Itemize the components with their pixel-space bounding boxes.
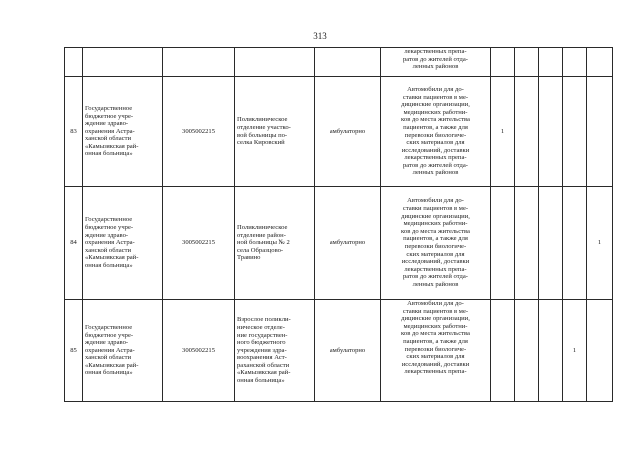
text-line: исследований, доставки bbox=[401, 146, 470, 154]
row-number: 84 bbox=[65, 187, 83, 300]
count-cell bbox=[539, 300, 563, 402]
department-name bbox=[235, 300, 315, 402]
cell-empty bbox=[563, 48, 587, 77]
care-type: амбулаторно bbox=[315, 77, 381, 187]
text-line: ских материалов для bbox=[406, 250, 465, 258]
text-line: отделение участко- bbox=[237, 123, 291, 131]
text-line: лекарственных препа- bbox=[404, 154, 467, 162]
text-line: ских материалов для bbox=[406, 139, 465, 147]
organization-code: 3005002215 bbox=[163, 77, 235, 187]
row-number: 83 bbox=[65, 77, 83, 187]
text-line: воохранения Аст- bbox=[237, 354, 287, 362]
text-line: Взрослое поликли- bbox=[237, 316, 291, 324]
count-cell bbox=[539, 77, 563, 187]
count-cell bbox=[563, 187, 587, 300]
text-line: ратов до жителей отда- bbox=[403, 55, 468, 63]
table-row bbox=[65, 77, 613, 187]
department-name bbox=[235, 77, 315, 187]
cell-empty bbox=[65, 48, 83, 77]
text-line: селка Кировский bbox=[237, 139, 285, 147]
text-line: ние государствен- bbox=[237, 331, 288, 339]
text-line: вой больницы по- bbox=[237, 131, 288, 139]
table-row bbox=[65, 187, 613, 300]
text-line: охранения Астра- bbox=[85, 127, 135, 135]
continuation-row bbox=[65, 48, 613, 77]
text-line: ленных районов bbox=[412, 280, 459, 288]
text-line: ленных районов bbox=[412, 63, 459, 71]
organization-code: 3005002215 bbox=[163, 187, 235, 300]
text-line: охранения Астра- bbox=[85, 239, 135, 247]
text-line: ратов до жителей отда- bbox=[403, 161, 468, 169]
text-line: онная больница» bbox=[85, 150, 133, 158]
text-line: «Камызякская рай- bbox=[237, 369, 291, 377]
text-line: бюджетное учре- bbox=[85, 224, 134, 232]
text-line: ханской области bbox=[85, 246, 131, 254]
text-line: лекарственных препа- bbox=[404, 368, 467, 376]
text-line: ханской области bbox=[85, 135, 131, 143]
text-line: Государственное bbox=[85, 104, 133, 112]
text-line: ного бюджетного bbox=[237, 339, 286, 347]
text-line: онная больница» bbox=[237, 377, 285, 385]
text-line: ставки пациентов в ме- bbox=[402, 307, 469, 315]
organization-name bbox=[83, 300, 163, 402]
text-line: «Камызякская рай- bbox=[85, 142, 139, 150]
organization-code: 3005002215 bbox=[163, 300, 235, 402]
text-line: пациентов, а также для bbox=[403, 337, 468, 345]
text-line: учреждения здра- bbox=[237, 346, 287, 354]
text-line: ставки пациентов в ме- bbox=[402, 205, 469, 213]
text-line: онная больница» bbox=[85, 261, 133, 269]
count-cell bbox=[515, 300, 539, 402]
table-row bbox=[65, 300, 613, 402]
text-line: онная больница» bbox=[85, 369, 133, 377]
row-number: 85 bbox=[65, 300, 83, 402]
text-line: «Камызякская рай- bbox=[85, 254, 139, 262]
cell-empty bbox=[587, 48, 613, 77]
text-line: дицинские организации, bbox=[401, 101, 470, 109]
text-line: «Камызякская рай- bbox=[85, 361, 139, 369]
text-line: села Образцово- bbox=[237, 246, 284, 254]
text-line: Государственное bbox=[85, 216, 133, 224]
text-line: дицинские организации, bbox=[401, 315, 470, 323]
department-name bbox=[235, 187, 315, 300]
care-type: амбулаторно bbox=[315, 187, 381, 300]
text-line: медицинских работни- bbox=[403, 108, 468, 116]
text-line: перевозки биологиче- bbox=[404, 131, 467, 139]
count-cell: 1 bbox=[563, 300, 587, 402]
text-line: ставки пациентов в ме- bbox=[402, 93, 469, 101]
text-line: отделение район- bbox=[237, 231, 286, 239]
cell-empty bbox=[83, 48, 163, 77]
text-line: ническое отделе- bbox=[237, 323, 285, 331]
text-line: исследований, доставки bbox=[401, 360, 470, 368]
vehicle-purpose bbox=[381, 77, 491, 187]
text-line: лекарственных препа- bbox=[404, 48, 467, 55]
count-cell bbox=[491, 300, 515, 402]
text-line: медицинских работни- bbox=[403, 322, 468, 330]
text-line: Государственное bbox=[85, 323, 133, 331]
text-line: бюджетное учре- bbox=[85, 331, 134, 339]
text-line: Поликлиническое bbox=[237, 116, 288, 124]
text-line: Автомобили для до- bbox=[407, 197, 464, 205]
count-cell: 1 bbox=[587, 187, 613, 300]
text-line: ханской области bbox=[85, 354, 131, 362]
vehicle-purpose bbox=[381, 187, 491, 300]
cell-empty bbox=[491, 48, 515, 77]
text-line: раханской области bbox=[237, 361, 290, 369]
text-line: Автомобили для до- bbox=[407, 85, 464, 93]
text-line: Автомобили для до- bbox=[407, 300, 464, 307]
text-line: ной больницы № 2 bbox=[237, 239, 290, 247]
count-cell bbox=[491, 187, 515, 300]
text-line: медицинских работни- bbox=[403, 220, 468, 228]
count-cell bbox=[539, 187, 563, 300]
text-line: лекарственных препа- bbox=[404, 265, 467, 273]
cell-empty bbox=[315, 48, 381, 77]
text-line: дицинские организации, bbox=[401, 212, 470, 220]
cell-empty bbox=[163, 48, 235, 77]
text-line: перевозки биологиче- bbox=[404, 345, 467, 353]
text-line: пациентов, а также для bbox=[403, 123, 468, 131]
text-line: охранения Астра- bbox=[85, 346, 135, 354]
count-cell bbox=[587, 300, 613, 402]
organization-name bbox=[83, 77, 163, 187]
count-cell bbox=[563, 77, 587, 187]
text-line: ских материалов для bbox=[406, 353, 465, 361]
text-line: перевозки биологиче- bbox=[404, 243, 467, 250]
cell-empty bbox=[235, 48, 315, 77]
organization-name bbox=[83, 187, 163, 300]
count-cell bbox=[515, 187, 539, 300]
cell-empty bbox=[515, 48, 539, 77]
count-cell: 1 bbox=[491, 77, 515, 187]
text-line: бюджетное учре- bbox=[85, 112, 134, 120]
text-line: ждение здраво- bbox=[85, 231, 129, 239]
page-number: 313 bbox=[313, 31, 327, 41]
cell-empty bbox=[539, 48, 563, 77]
text-line: ков до места жительства bbox=[401, 116, 470, 124]
count-cell bbox=[587, 77, 613, 187]
text-line: ждение здраво- bbox=[85, 339, 129, 347]
registry-table bbox=[64, 47, 613, 402]
care-type: амбулаторно bbox=[315, 300, 381, 402]
text-line: Поликлиническое bbox=[237, 224, 288, 232]
text-line: пациентов, а также для bbox=[403, 235, 468, 243]
text-line: Травино bbox=[237, 254, 261, 262]
vehicle-purpose-continuation bbox=[381, 48, 491, 77]
text-line: ков до места жительства bbox=[401, 330, 470, 338]
text-line: ратов до жителей отда- bbox=[403, 273, 468, 281]
count-cell bbox=[515, 77, 539, 187]
text-line: ленных районов bbox=[412, 169, 459, 177]
text-line: ждение здраво- bbox=[85, 120, 129, 128]
vehicle-purpose bbox=[381, 300, 491, 402]
text-line: исследований, доставки bbox=[401, 258, 470, 266]
text-line: ков до места жительства bbox=[401, 227, 470, 235]
